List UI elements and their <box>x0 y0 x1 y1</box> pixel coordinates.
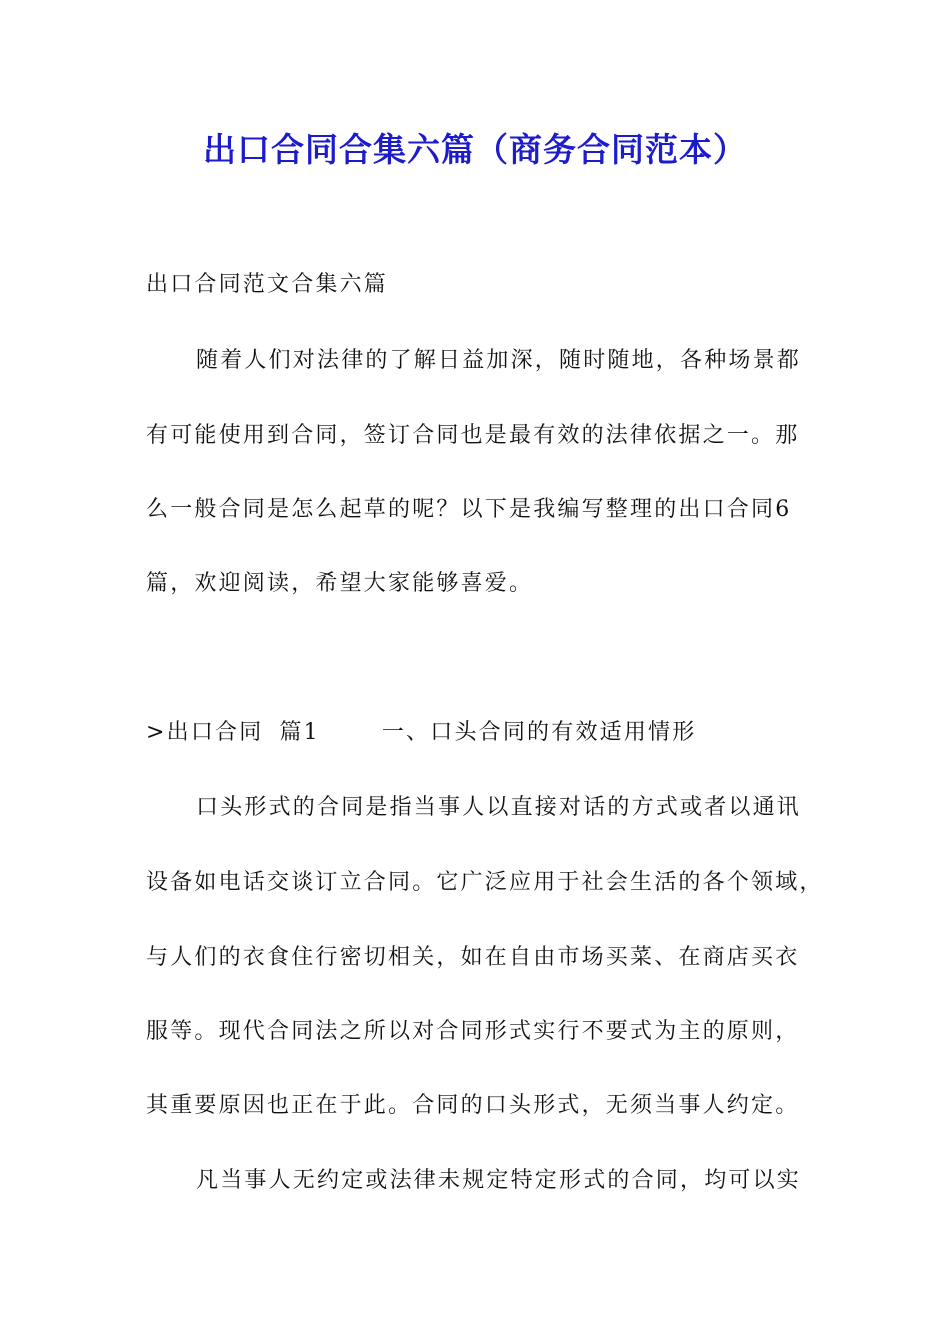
subtitle: 出口合同范文合集六篇 <box>146 272 389 297</box>
body-line-2: 设备如电话交谈订立合同。它广泛应用于社会生活的各个领域， <box>146 870 824 895</box>
section-part: 篇1 <box>279 720 320 745</box>
body-line-4: 服等。现代合同法之所以对合同形式实行不要式为主的原则， <box>146 1019 800 1044</box>
body-line-5: 其重要原因也正在于此。合同的口头形式，无须当事人约定。 <box>146 1093 800 1118</box>
section-heading-row <box>146 718 696 748</box>
body-line-3: 与人们的衣食住行密切相关，如在自由市场买菜、在商店买衣 <box>146 945 800 970</box>
body-line-6: 凡当事人无约定或法律未规定特定形式的合同，均可以实 <box>196 1168 802 1193</box>
intro-line-4: 篇，欢迎阅读，希望大家能够喜爱。 <box>146 571 534 596</box>
body-line-1: 口头形式的合同是指当事人以直接对话的方式或者以通讯 <box>196 795 802 820</box>
section-prefix: >出口合同 <box>146 720 264 745</box>
intro-line-2: 有可能使用到合同，签订合同也是最有效的法律依据之一。那 <box>146 423 800 448</box>
intro-line-1: 随着人们对法律的了解日益加深，随时随地，各种场景都 <box>196 348 802 373</box>
intro-line-3: 么一般合同是怎么起草的呢？以下是我编写整理的出口合同6 <box>146 497 792 522</box>
page-title: 出口合同合集六篇（商务合同范本） <box>203 130 747 169</box>
section-heading: 一、口头合同的有效适用情形 <box>381 720 697 745</box>
